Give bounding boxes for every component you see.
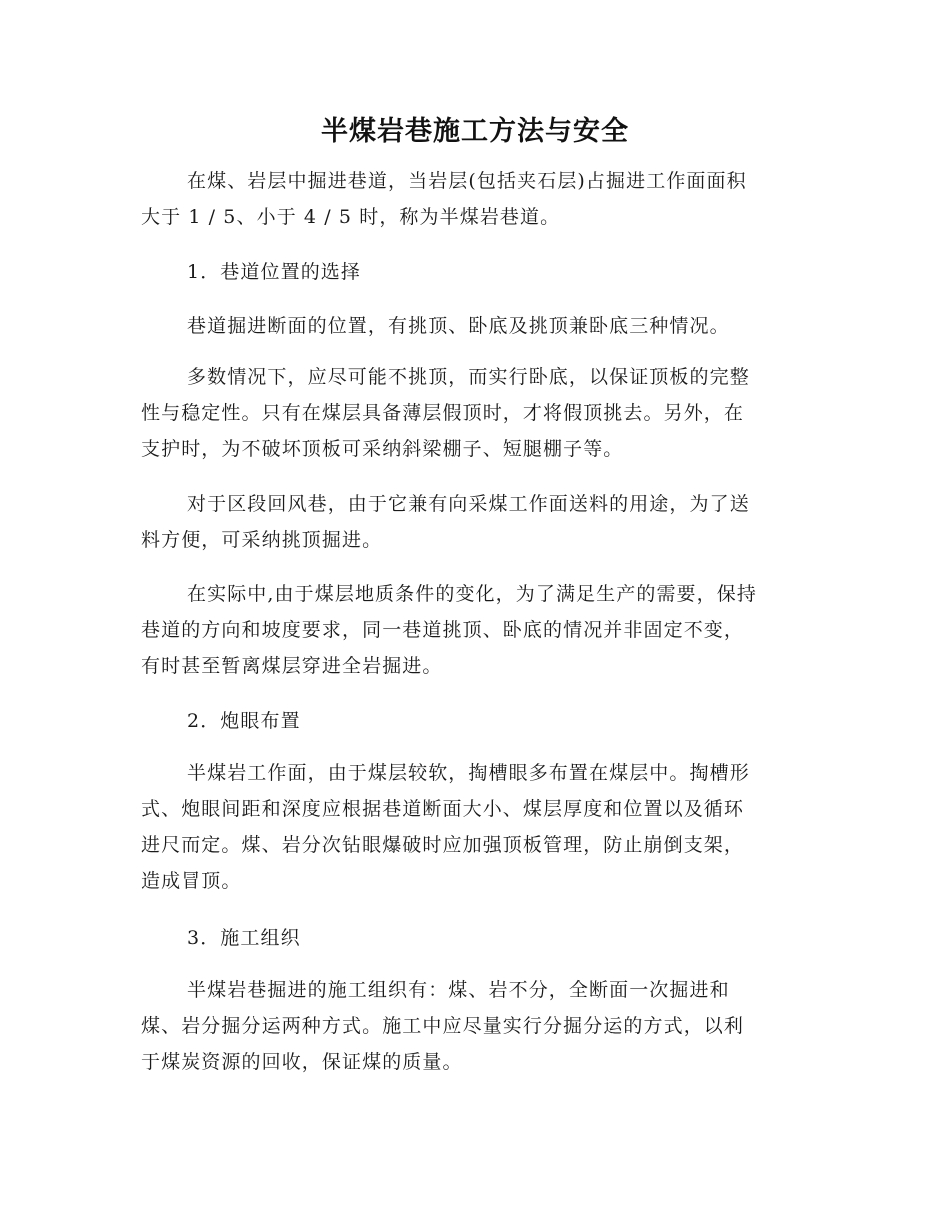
section2-paragraph-1	[141, 755, 806, 899]
section-heading-1: 1．巷道位置的选择	[187, 261, 361, 283]
section-heading-2: 2．炮眼布置	[187, 710, 301, 732]
paragraph-line: 造成冒顶。	[141, 870, 242, 892]
section3-paragraph-1	[141, 972, 806, 1080]
paragraph-line: 半煤岩巷掘进的施工组织有：煤、岩不分，全断面一次掘进和	[187, 979, 730, 1001]
section1-paragraph-3	[141, 486, 806, 558]
paragraph-line: 在煤、岩层中掘进巷道，当岩层(包括夹石层)占掘进工作面面积	[187, 170, 747, 192]
paragraph-line: 在实际中,由于煤层地质条件的变化，为了满足生产的需要，保持	[187, 583, 757, 605]
section1-paragraph-4	[141, 576, 806, 684]
document-title: 半煤岩巷施工方法与安全	[321, 116, 629, 147]
paragraph-line: 巷道的方向和坡度要求，同一巷道挑顶、卧底的情况并非固定不变，	[141, 619, 745, 641]
paragraph-line: 式、炮眼间距和深度应根据巷道断面大小、煤层厚度和位置以及循环	[141, 798, 745, 820]
section1-paragraph-2	[141, 359, 806, 467]
paragraph-line: 巷道掘进断面的位置，有挑顶、卧底及挑顶兼卧底三种情况。	[187, 315, 730, 337]
paragraph-line: 进尺而定。煤、岩分次钻眼爆破时应加强顶板管理，防止崩倒支架，	[141, 834, 745, 856]
paragraph-line: 多数情况下，应尽可能不挑顶，而实行卧底，以保证顶板的完整	[187, 366, 750, 388]
paragraph-line: 支护时，为不破坏顶板可采纳斜梁棚子、短腿棚子等。	[141, 438, 624, 460]
paragraph-line: 有时甚至暂离煤层穿进全岩掘进。	[141, 655, 443, 677]
section1-paragraph-1	[141, 308, 806, 344]
intro-paragraph	[141, 163, 806, 235]
paragraph-line: 半煤岩工作面，由于煤层较软，掏槽眼多布置在煤层中。掏槽形	[187, 762, 750, 784]
paragraph-line: 煤、岩分掘分运两种方式。施工中应尽量实行分掘分运的方式，以利	[141, 1015, 745, 1037]
paragraph-line: 料方便，可采纳挑顶掘进。	[141, 529, 383, 551]
section-heading-3: 3．施工组织	[187, 927, 301, 949]
paragraph-line: 对于区段回风巷，由于它兼有向采煤工作面送料的用途，为了送	[187, 493, 750, 515]
paragraph-line: 性与稳定性。只有在煤层具备薄层假顶时，才将假顶挑去。另外，在	[141, 402, 745, 424]
paragraph-line: 于煤炭资源的回收，保证煤的质量。	[141, 1051, 463, 1073]
paragraph-line: 大于 1 / 5、小于 4 / 5 时，称为半煤岩巷道。	[141, 206, 561, 228]
